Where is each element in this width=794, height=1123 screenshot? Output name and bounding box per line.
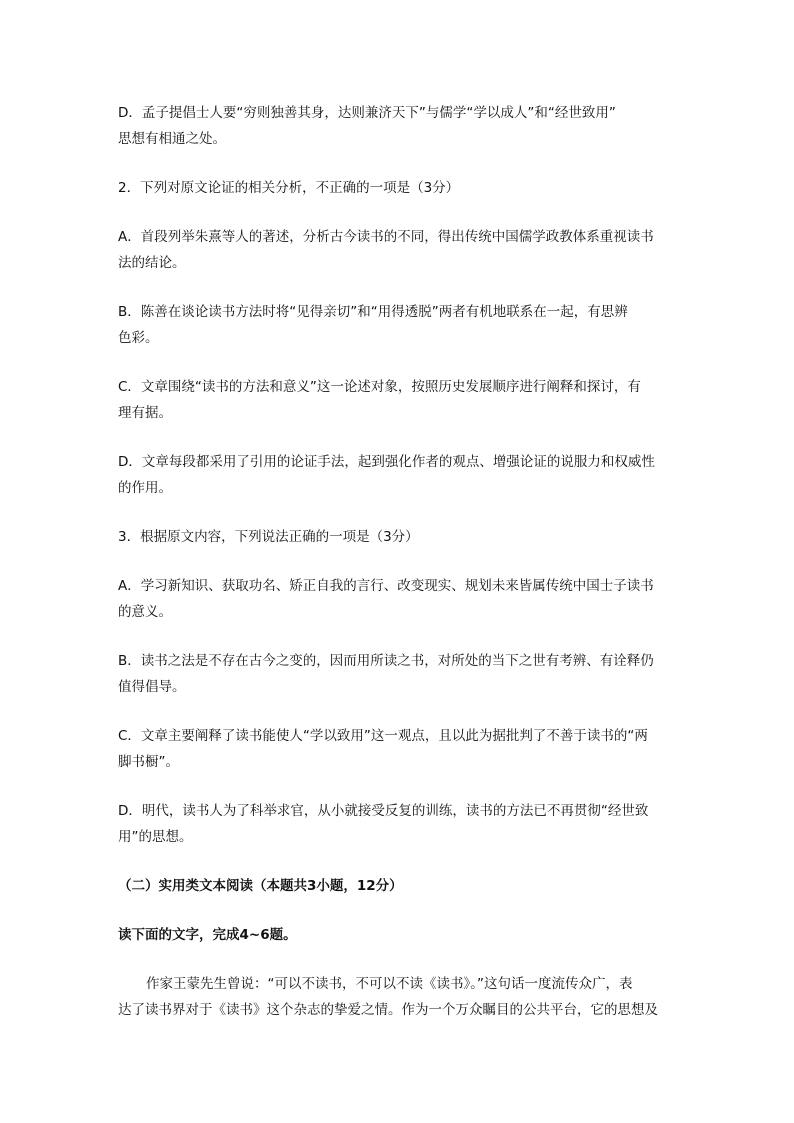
option-text-line: 值得倡导。: [118, 679, 186, 695]
q3-option-c: [118, 723, 678, 775]
option-text-line: A．学习新知识、获取功名、矫正自我的言行、改变现实、规划未来皆属传统中国士子读书: [118, 578, 654, 594]
q2-option-c: [118, 374, 678, 426]
option-text-line: 脚书橱”。: [118, 754, 179, 770]
q2-option-d: [118, 449, 678, 501]
passage-line: 作家王蒙先生曾说：“可以不读书，不可以不读《读书》。”这句话一度流传众广，表: [146, 976, 633, 992]
option-text-line: B．陈善在谈论读书方法时将“见得亲切”和“用得透脱”两者有机地联系在一起，有思辨: [118, 304, 628, 320]
option-text-line: 用”的思想。: [118, 829, 193, 845]
q1-option-d: [118, 100, 678, 152]
question-stem: 3．根据原文内容，下列说法正确的一项是（3分）: [118, 529, 419, 545]
option-text-line: 的意义。: [118, 604, 172, 620]
option-text-line: 的作用。: [118, 480, 172, 496]
passage-line: 达了读书界对于《读书》这个杂志的挚爱之情。作为一个万众瞩目的公共平台，它的思想及: [118, 1002, 658, 1018]
option-text-line: D．孟子提倡士人要“穷则独善其身，达则兼济天下”与儒学“学以成人”和“经世致用”: [118, 105, 616, 121]
option-text-line: 思想有相通之处。: [118, 131, 226, 147]
option-text-line: B．读书之法是不存在古今之变的，因而用所读之书，对所处的当下之世有考辨、有诠释仍: [118, 653, 654, 669]
q2-stem: [118, 175, 678, 201]
q3-option-d: [118, 798, 678, 850]
instruction-text: 读下面的文字，完成4~6题。: [118, 927, 297, 943]
question-stem: 2．下列对原文论证的相关分析，不正确的一项是（3分）: [118, 180, 460, 196]
option-text-line: 色彩。: [118, 330, 159, 346]
document-page: [118, 100, 678, 1046]
q3-option-b: [118, 648, 678, 700]
option-text-line: 法的结论。: [118, 255, 186, 271]
q2-option-b: [118, 299, 678, 351]
option-text-line: D．明代，读书人为了科举求官，从小就接受反复的训练，读书的方法已不再贯彻“经世致: [118, 803, 649, 819]
option-text-line: D．文章每段都采用了引用的论证手法，起到强化作者的观点、增强论证的说服力和权威性: [118, 454, 655, 470]
option-text-line: 理有据。: [118, 405, 172, 421]
q3-stem: [118, 524, 678, 550]
section-heading: [118, 873, 678, 899]
section-title: （二）实用类文本阅读（本题共3小题，12分）: [118, 878, 403, 894]
section-instruction: [118, 922, 678, 948]
option-text-line: C．文章主要阐释了读书能使人“学以致用”这一观点，且以此为据批判了不善于读书的“两: [118, 728, 648, 744]
option-text-line: A．首段列举朱熹等人的著述，分析古今读书的不同，得出传统中国儒学政教体系重视读书: [118, 229, 654, 245]
q2-option-a: [118, 224, 678, 276]
passage-paragraph: [118, 971, 678, 1023]
q3-option-a: [118, 573, 678, 625]
option-text-line: C．文章围绕“读书的方法和意义”这一论述对象，按照历史发展顺序进行阐释和探讨，有: [118, 379, 641, 395]
